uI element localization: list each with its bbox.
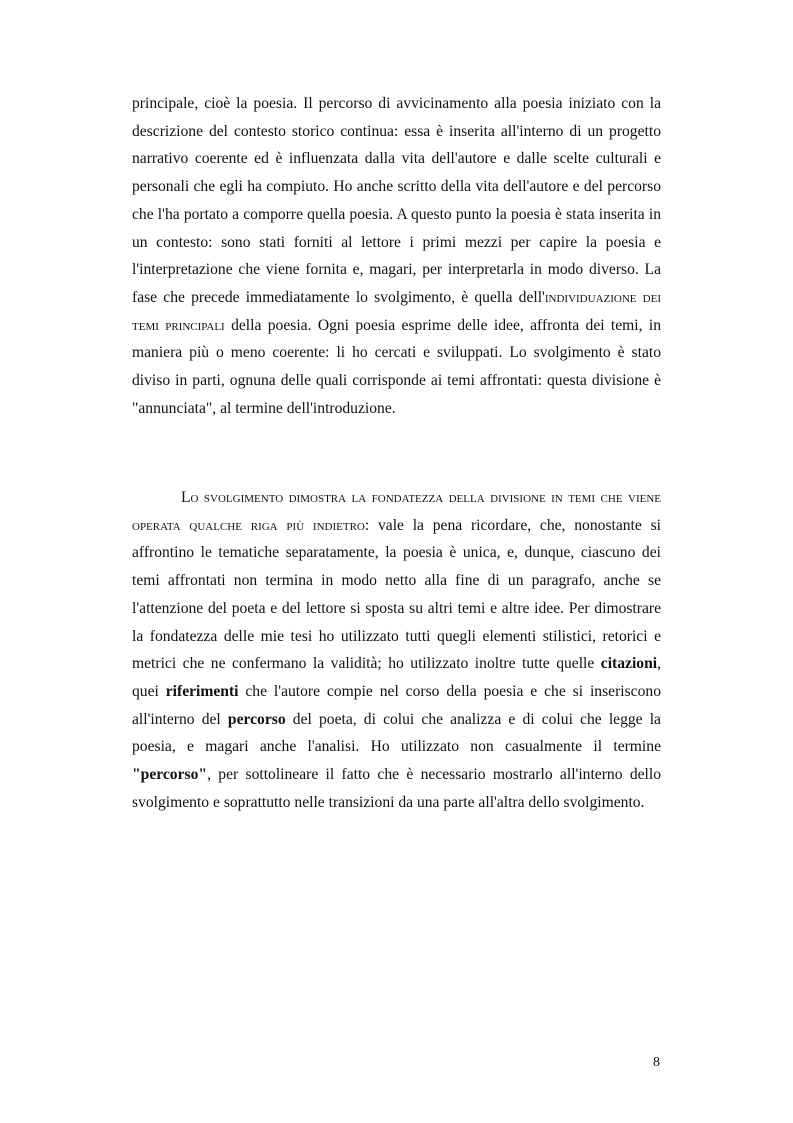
paragraph-2-smallcaps: Lo svolgimento dimostra la fondatezza della divisione in temi che viene operata qualche riga più indietro bbox=[132, 489, 661, 534]
paragraph-2-text-e: , per sottolineare il fatto che è necessario mostrarlo all'interno dello svolgimento e soprattutto nelle transizioni da una parte all'altra dello svolgimento. bbox=[132, 766, 661, 811]
paragraph-1 bbox=[132, 90, 661, 422]
paragraph-2-text-b: , quei bbox=[132, 655, 661, 700]
paragraph-2-text-c: che l'autore compie nel corso della poesia e che si inseriscono all'interno del bbox=[132, 682, 661, 728]
paragraph-1-text-a: principale, cioè la poesia. Il percorso di avvicinamento alla poesia iniziato con la descrizione del contesto storico continua: essa è inserita all'interno di un progetto narrativo coerente ed è influenzata dalla vita dell'autore e dalle scelte culturali e personali che egli ha compiuto. Ho anche scritto della vita dell'autore e del percorso che l'ha portato a comporre quella poesia. A questo punto la poesia è stata inserita in un contesto: sono stati forniti al lettore i primi mezzi per capire la poesia e l'interpretazione che viene fornita e, magari, per interpretarla in modo diverso. La fase che precede immediatamente lo svolgimento, è quella dell' bbox=[132, 95, 661, 306]
bold-term-percorso: percorso bbox=[227, 710, 286, 728]
bold-term-percorso-quoted: "percorso" bbox=[132, 766, 208, 784]
bold-term-citazioni: citazioni bbox=[600, 655, 658, 673]
paragraph-2-text-d: del poeta, di colui che analizza e di colui che legge la poesia, e magari anche l'analisi. Ho utilizzato non casualmente il termine bbox=[132, 710, 661, 756]
paragraph-1-smallcaps: individuazione dei temi principali bbox=[132, 288, 661, 334]
bold-term-riferimenti: riferimenti bbox=[165, 682, 239, 700]
paragraph-2 bbox=[132, 484, 661, 816]
paragraph-1-text-b: della poesia. Ogni poesia esprime delle idee, affronta dei temi, in maniera più o meno coerente: li ho cercati e sviluppati. Lo svolgimento è stato diviso in parti, ognuna delle quali corrisponde ai temi affrontati: questa divisione è "annunciata", al termine dell'introduzione. bbox=[132, 316, 662, 417]
paragraph-2-text-a: : vale la pena ricordare, che, nonostante si affrontino le tematiche separatamente, la poesia è unica, e, dunque, ciascuno dei temi affrontati non termina in modo netto alla fine di un paragrafo, anche se l'attenzione del poeta e del lettore si sposta su altri temi e altre idee. Per dimostrare la fondatezza delle mie tesi ho utilizzato tutti quegli elementi stilistici, retorici e metrici che ne confermano la validità; ho utilizzato inoltre tutte quelle bbox=[132, 516, 661, 673]
page-number: 8 bbox=[653, 1055, 660, 1070]
